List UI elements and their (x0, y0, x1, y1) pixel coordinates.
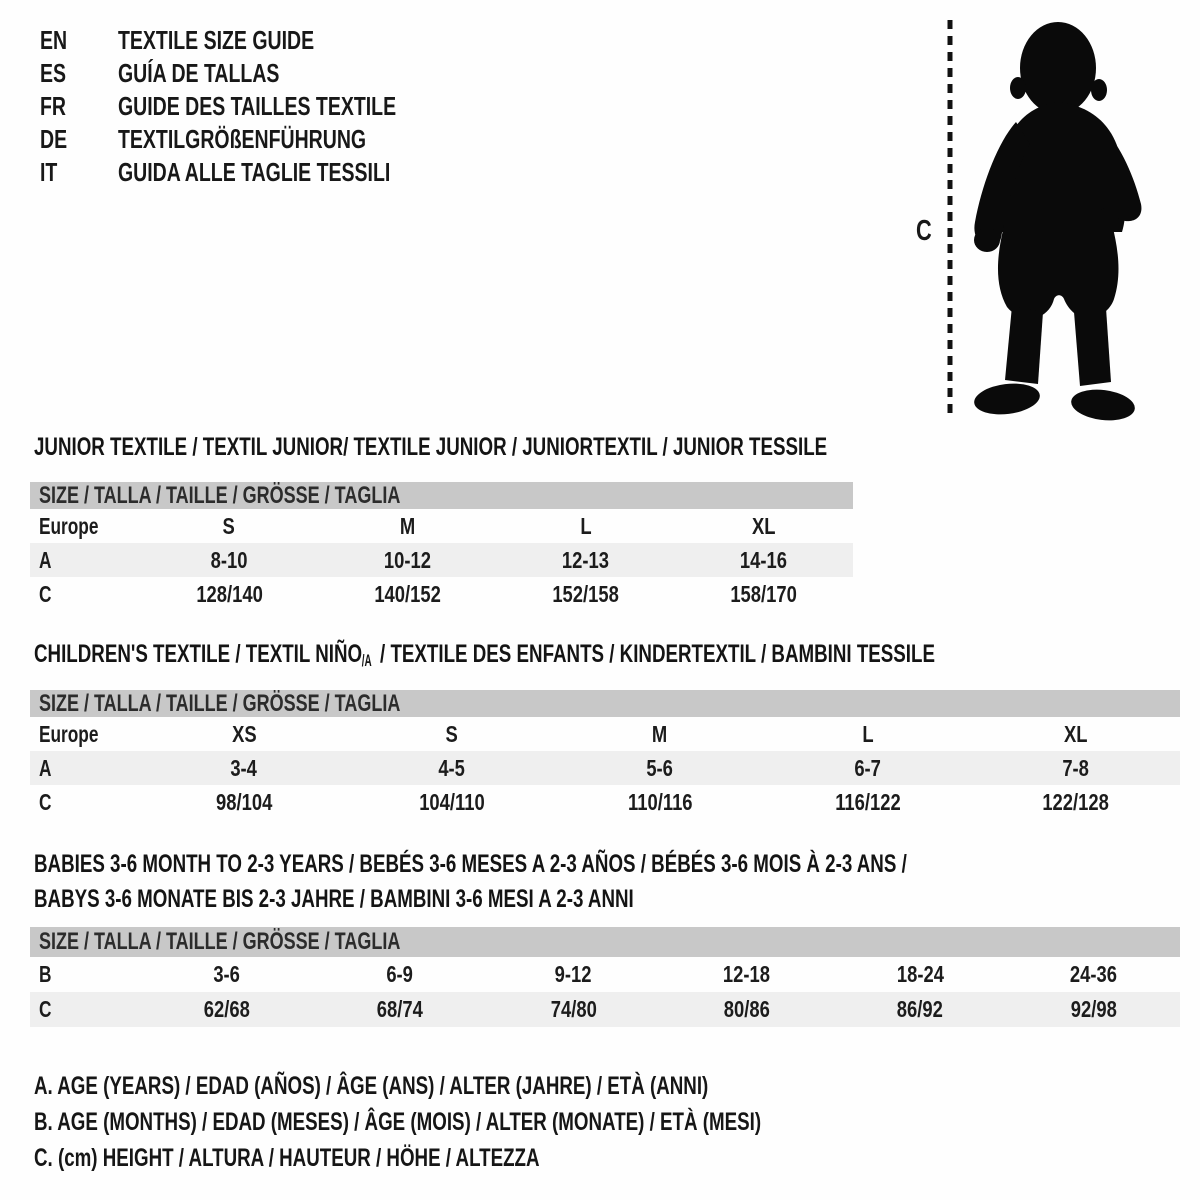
children-row-europe (30, 717, 1180, 751)
row-label: B (39, 961, 52, 987)
age-cell: 8-10 (210, 546, 248, 573)
size-cell: XL (752, 512, 776, 539)
age-cell: 10-12 (383, 546, 431, 573)
children-row-height (30, 785, 1180, 819)
size-header-label: SIZE / TALLA / TAILLE / GRÖSSE / TAGLIA (39, 689, 401, 717)
children-row-age (30, 751, 1180, 785)
babies-title-text-2: BABYS 3-6 MONATE BIS 2-3 JAHRE / BAMBINI 3-6 MESI A 2-3 ANNI (34, 885, 634, 913)
measurement-legend (34, 1068, 1003, 1176)
size-cell: S (445, 720, 459, 747)
size-cell: XS (231, 720, 257, 747)
measure-label-c (916, 215, 937, 248)
height-cell: 68/74 (376, 996, 424, 1022)
junior-size-table (30, 482, 853, 611)
height-cell: 74/80 (550, 996, 597, 1022)
row-label: A (39, 754, 52, 781)
size-cell: L (580, 512, 592, 539)
height-cell: 152/158 (552, 580, 619, 607)
lang-code: FR (40, 91, 67, 121)
months-cell: 6-9 (386, 961, 414, 987)
lang-code: EN (40, 25, 68, 55)
lang-row-es (40, 57, 489, 90)
height-cell: 86/92 (896, 996, 944, 1022)
lang-code: IT (40, 157, 58, 187)
guide-title-fr: GUIDE DES TAILLES TEXTILE (118, 91, 397, 121)
row-label: C (39, 580, 52, 607)
nino-a-subscript: /A (362, 651, 373, 670)
babies-size-table (30, 927, 1180, 1027)
row-label: C (39, 996, 52, 1022)
language-title-list (40, 24, 489, 189)
height-cell: 128/140 (195, 580, 263, 607)
height-cell: 80/86 (723, 996, 770, 1022)
lang-code: ES (40, 58, 67, 88)
months-cell: 9-12 (554, 961, 592, 987)
size-cell: M (399, 512, 416, 539)
size-header-label: SIZE / TALLA / TAILLE / GRÖSSE / TAGLIA (39, 481, 401, 509)
age-cell: 14-16 (740, 546, 788, 573)
size-cell: XL (1064, 720, 1088, 747)
measure-label-text: C (916, 215, 932, 247)
row-label: Europe (39, 720, 99, 747)
lang-row-fr (40, 90, 489, 123)
lang-row-en (40, 24, 489, 57)
guide-title-es: GUÍA DE TALLAS (118, 58, 280, 88)
row-label: Europe (39, 512, 99, 539)
age-cell: 12-13 (562, 546, 610, 573)
age-cell: 5-6 (646, 754, 674, 781)
height-measure-line-icon (946, 20, 954, 417)
size-cell: S (222, 512, 236, 539)
height-cell: 62/68 (203, 996, 250, 1022)
size-cell: M (652, 720, 668, 747)
height-cell: 98/104 (215, 788, 273, 815)
junior-row-europe (30, 509, 853, 543)
months-cell: 18-24 (896, 961, 944, 987)
toddler-silhouette-icon (962, 16, 1146, 422)
babies-title-text-1: BABIES 3-6 MONTH TO 2-3 YEARS / BEBÉS 3-6 MESES A 2-3 AÑOS / BÉBÉS 3-6 MOIS À 2-3 ANS / (34, 850, 907, 878)
months-cell: 3-6 (213, 961, 240, 987)
legend-text-a: A. AGE (YEARS) / EDAD (AÑOS) / ÂGE (ANS) / ALTER (JAHRE) / ETÀ (ANNI) (34, 1071, 709, 1100)
lang-row-it (40, 156, 489, 189)
junior-row-height (30, 577, 853, 611)
months-cell: 12-18 (723, 961, 771, 987)
babies-row-height (30, 992, 1180, 1027)
age-cell: 7-8 (1062, 754, 1090, 781)
babies-section-title-line2 (34, 885, 834, 914)
guide-title-de: TEXTILGRÖßENFÜHRUNG (118, 124, 367, 154)
children-section-title (34, 640, 1200, 669)
children-size-table (30, 690, 1180, 819)
age-cell: 4-5 (438, 754, 466, 781)
row-label: A (39, 546, 52, 573)
guide-title-en: TEXTILE SIZE GUIDE (118, 25, 315, 55)
babies-section-title-line1 (34, 850, 1198, 879)
lang-code: DE (40, 124, 68, 154)
legend-text-c: C. (cm) HEIGHT / ALTURA / HAUTEUR / HÖHE / ALTEZZA (34, 1143, 540, 1172)
guide-title-it: GUIDA ALLE TAGLIE TESSILI (118, 157, 391, 187)
lang-row-de (40, 123, 489, 156)
age-cell: 6-7 (854, 754, 882, 781)
junior-section-title (34, 433, 1092, 462)
legend-line-a (34, 1068, 1003, 1104)
size-cell: L (862, 720, 874, 747)
height-cell: 122/128 (1042, 788, 1110, 815)
months-cell: 24-36 (1069, 961, 1117, 987)
legend-line-b (34, 1104, 1003, 1140)
children-title-text: CHILDREN'S TEXTILE / TEXTIL NIÑO/A / TEXTILE DES ENFANTS / KINDERTEXTIL / BAMBINI TESSILE (34, 640, 935, 670)
age-cell: 3-4 (230, 754, 258, 781)
height-cell: 104/110 (419, 788, 485, 815)
size-table-header (30, 482, 853, 509)
legend-text-b: B. AGE (MONTHS) / EDAD (MESES) / ÂGE (MOIS) / ALTER (MONATE) / ETÀ (MESI) (34, 1107, 762, 1136)
height-cell: 158/170 (730, 580, 798, 607)
babies-row-months (30, 957, 1180, 992)
legend-line-c (34, 1140, 1003, 1176)
size-table-header (30, 927, 1180, 957)
height-cell: 92/98 (1070, 996, 1117, 1022)
height-cell: 140/152 (374, 580, 441, 607)
size-table-header (30, 690, 1180, 717)
height-cell: 110/116 (627, 788, 693, 815)
row-label: C (39, 788, 52, 815)
junior-title-text: JUNIOR TEXTILE / TEXTIL JUNIOR/ TEXTILE JUNIOR / JUNIORTEXTIL / JUNIOR TESSILE (34, 433, 828, 461)
junior-row-age (30, 543, 853, 577)
height-cell: 116/122 (835, 788, 901, 815)
size-header-label: SIZE / TALLA / TAILLE / GRÖSSE / TAGLIA (39, 928, 401, 955)
